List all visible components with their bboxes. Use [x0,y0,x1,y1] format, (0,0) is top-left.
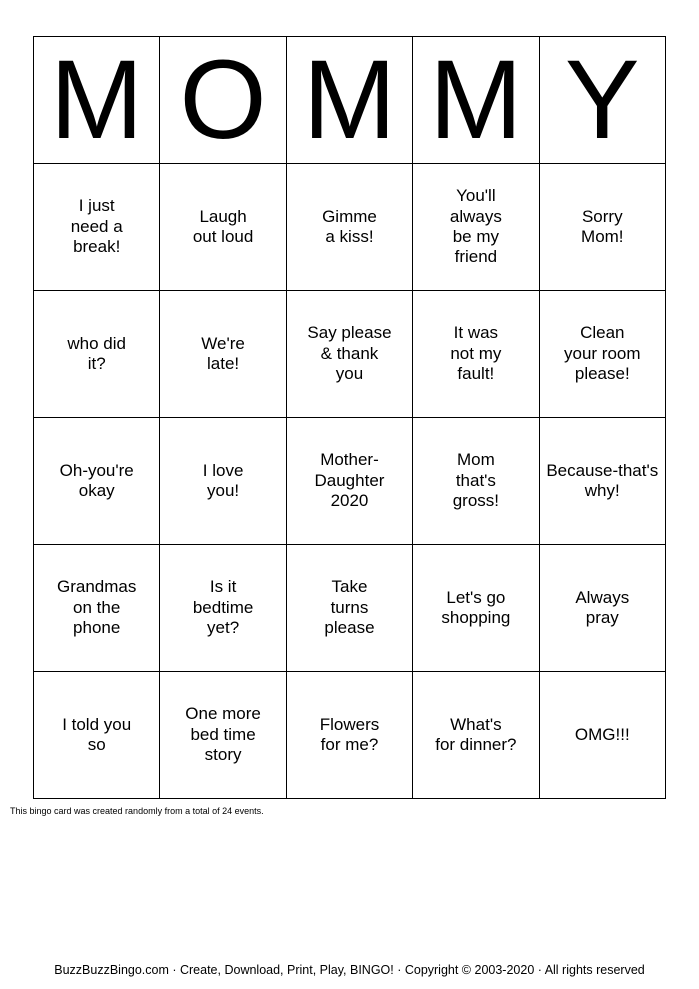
cell-text: You'll always be my friend [449,186,502,267]
cell-text: What's for dinner? [435,714,517,754]
bingo-cell [286,672,412,799]
bingo-row [34,545,666,672]
bingo-row [34,418,666,545]
bingo-cell [286,545,412,672]
header-letter: M [286,37,412,164]
bingo-cell [539,164,665,291]
footer-credit: BuzzBuzzBingo.com · Create, Download, Print, Play, BINGO! · Copyright © 2003-2020 · All rights reserved [54,963,645,977]
bingo-cell [539,418,665,545]
cell-text: Say please & thank you [307,323,392,384]
cell-text: I told you so [62,714,132,754]
cell-text: Clean your room please! [564,323,641,384]
cell-text: I just need a break! [70,196,123,257]
cell-text: Is it bedtime yet? [192,577,254,638]
cell-text: Always pray [575,587,630,627]
header-letter: Y [539,37,665,164]
bingo-cell [34,672,160,799]
cell-text: Oh-you're okay [59,460,134,500]
bingo-cell [413,291,539,418]
cell-text: OMG!!! [574,724,630,744]
bingo-cell [539,672,665,799]
bingo-cell [160,545,286,672]
free-space-cell [286,418,412,545]
cell-text: We're late! [201,333,245,373]
free-space-text: Mother-Daughter 2020 [314,450,385,511]
cell-text: Let's go shopping [441,587,511,627]
bingo-cell [34,418,160,545]
header-letter: M [413,37,539,164]
bingo-row [34,291,666,418]
bingo-cell [160,164,286,291]
cell-text: One more bed time story [185,704,261,765]
generation-note: This bingo card was created randomly from a total of 24 events. [10,806,264,816]
cell-text: Because-that's why! [546,460,659,500]
cell-text: Take turns please [324,577,375,638]
header-row [34,37,666,164]
bingo-cell [413,545,539,672]
cell-text: It was not my fault! [450,323,502,384]
cell-text: who did it? [67,333,126,373]
bingo-cell [160,418,286,545]
bingo-cell [160,672,286,799]
bingo-card [33,36,666,799]
header-letter: M [34,37,160,164]
bingo-cell [413,164,539,291]
cell-text: I love you! [202,460,244,500]
bingo-cell [34,291,160,418]
cell-text: Flowers for me? [319,714,380,754]
cell-text: Mom that's gross! [452,450,500,511]
bingo-cell [413,672,539,799]
bingo-row [34,672,666,799]
bingo-cell [34,164,160,291]
bingo-cell [413,418,539,545]
bingo-cell [286,291,412,418]
header-letter: O [160,37,286,164]
bingo-cell [539,291,665,418]
bingo-cell [286,164,412,291]
cell-text: Gimme a kiss! [322,206,377,246]
cell-text: Laugh out loud [192,206,254,246]
bingo-cell [160,291,286,418]
bingo-cell [34,545,160,672]
cell-text: Sorry Mom! [581,206,624,246]
bingo-row [34,164,666,291]
cell-text: Grandmas on the phone [57,577,137,638]
bingo-cell [539,545,665,672]
